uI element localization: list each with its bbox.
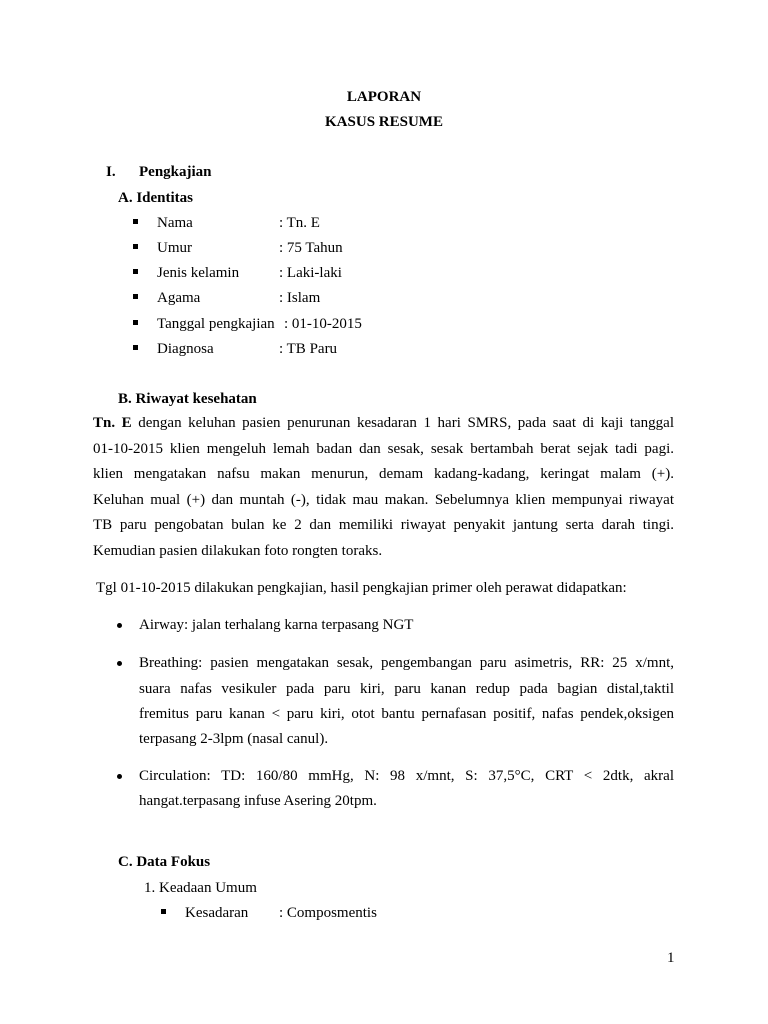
paragraph-line: klien mengatakan nafsu makan menurun, demam kadang-kadang, keringat malam (+). xyxy=(93,466,674,482)
identitas-heading: A. Identitas xyxy=(118,190,194,206)
identitas-label: Nama xyxy=(157,215,193,231)
keadaan-umum-heading: 1. Keadaan Umum xyxy=(144,880,257,896)
paragraph-text: dengan keluhan pasien penurunan kesadaran 1 hari SMRS, pada saat di kaji tanggal xyxy=(138,415,675,431)
circulation-line: Circulation: TD: 160/80 mmHg, N: 98 x/mnt, S: 37,5°C, CRT < 2dtk, akral xyxy=(139,768,674,784)
data-fokus-heading: C. Data Fokus xyxy=(118,854,211,870)
identitas-value: : 01-10-2015 xyxy=(284,316,362,332)
paragraph-line: TB paru pengobatan bulan ke 2 dan memiliki riwayat penyakit jantung serta darah tingi. xyxy=(93,517,674,533)
airway-text: Airway: jalan terhalang karna terpasang NGT xyxy=(139,617,414,633)
identitas-value: : Laki-laki xyxy=(279,265,342,281)
square-bullet-icon xyxy=(133,320,138,325)
breathing-line: terpasang 2-3lpm (nasal canul). xyxy=(139,731,329,747)
paragraph-line: Kemudian pasien dilakukan foto rongten toraks. xyxy=(93,543,383,559)
section-title: Pengkajian xyxy=(139,164,212,180)
identitas-value: : Islam xyxy=(279,290,321,306)
paragraph-line: 01-10-2015 klien mengeluh lemah badan dan sesak, sesak bertambah berat sejak tadi pagi. xyxy=(93,441,674,457)
paragraph-line: Keluhan mual (+) dan muntah (-), tidak mau makan. Sebelumnya klien mempunyai riwayat xyxy=(93,492,674,508)
breathing-line: fremitus paru kanan < paru kiri, otot bantu pernafasan positif, nafas pendek,oksigen xyxy=(139,706,674,722)
paragraph-line xyxy=(93,414,674,432)
square-bullet-icon xyxy=(161,909,166,914)
doc-title: LAPORAN xyxy=(346,89,422,105)
breathing-line: suara nafas vesikuler pada paru kiri, paru kanan redup pada bagian distal,taktil xyxy=(139,681,674,697)
identitas-value: : 75 Tahun xyxy=(279,240,343,256)
square-bullet-icon xyxy=(133,294,138,299)
bullet-icon xyxy=(117,661,122,666)
identitas-value: : Tn. E xyxy=(279,215,320,231)
square-bullet-icon xyxy=(133,269,138,274)
circulation-line: hangat.terpasang infuse Asering 20tpm. xyxy=(139,793,377,809)
identitas-value: : TB Paru xyxy=(279,341,338,357)
doc-subtitle: KASUS RESUME xyxy=(325,114,443,130)
square-bullet-icon xyxy=(133,345,138,350)
bullet-icon xyxy=(117,774,122,779)
riwayat-heading: B. Riwayat kesehatan xyxy=(118,391,257,407)
identitas-label: Jenis kelamin xyxy=(157,265,240,281)
patient-name-bold: Tn. E xyxy=(93,415,132,431)
square-bullet-icon xyxy=(133,219,138,224)
identitas-label: Umur xyxy=(157,240,192,256)
bullet-icon xyxy=(117,623,122,628)
assessment-intro: Tgl 01-10-2015 dilakukan pengkajian, hasil pengkajian primer oleh perawat didapatkan: xyxy=(96,580,627,596)
identitas-label: Agama xyxy=(157,290,201,306)
section-number: I. xyxy=(106,164,116,180)
identitas-label: Diagnosa xyxy=(157,341,214,357)
page-number: 1 xyxy=(667,950,675,966)
kesadaran-label: Kesadaran xyxy=(185,905,249,921)
kesadaran-value: : Composmentis xyxy=(279,905,377,921)
square-bullet-icon xyxy=(133,244,138,249)
breathing-line: Breathing: pasien mengatakan sesak, pengembangan paru asimetris, RR: 25 x/mnt, xyxy=(139,655,674,671)
identitas-label: Tanggal pengkajian xyxy=(157,316,275,332)
